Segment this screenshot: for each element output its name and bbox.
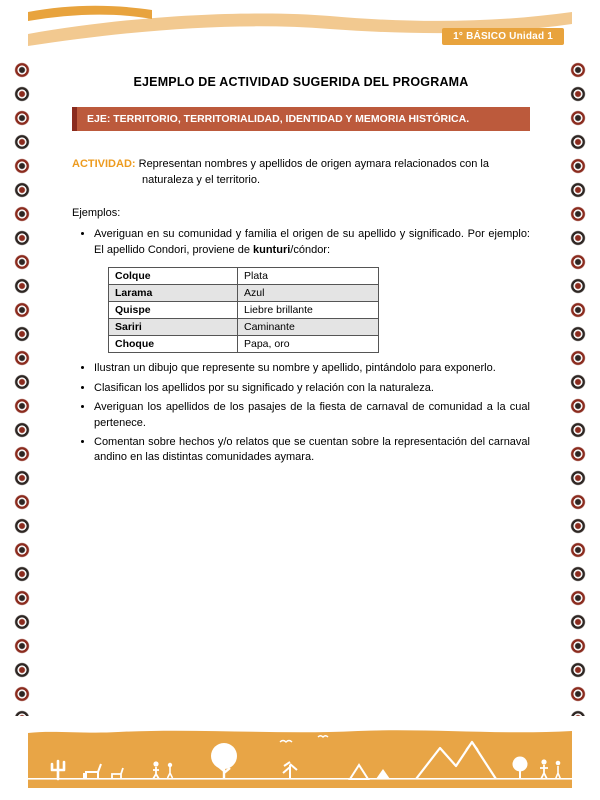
activity-text: Representan nombres y apellidos de origen aymara relacionados con la naturaleza y el territorio.	[138, 158, 489, 186]
footer-illustration	[28, 726, 572, 788]
activity-paragraph	[72, 157, 530, 188]
apellido-meaning-cell: Liebre brillante	[238, 302, 379, 319]
apellido-name-cell: Sariri	[109, 319, 238, 336]
apellido-name-cell: Choque	[109, 336, 238, 353]
examples-list	[72, 227, 530, 465]
page-title: EJEMPLO DE ACTIVIDAD SUGERIDA DEL PROGRAMA	[133, 75, 469, 89]
table-row	[109, 336, 379, 353]
table-row	[109, 319, 379, 336]
unit-badge: 1° BÁSICO Unidad 1	[442, 28, 564, 45]
andean-pattern-right-icon	[566, 58, 590, 716]
apellido-name-cell: Larama	[109, 285, 238, 302]
bullet-text: Ilustran un dibujo que represente su nombre y apellido, pintándolo para exponerlo.	[94, 362, 496, 375]
bullet-text: Averiguan los apellidos de los pasajes de la fiesta de carnaval de comunidad a la cual pertenece.	[94, 401, 530, 429]
wave-icon	[0, 0, 600, 54]
list-item	[94, 227, 530, 353]
eje-banner: EJE: TERRITORIO, TERRITORIALIDAD, IDENTIDAD Y MEMORIA HISTÓRICA.	[72, 107, 530, 132]
apellido-meaning-cell: Papa, oro	[238, 336, 379, 353]
table-row	[109, 268, 379, 285]
bullet-text: Clasifican los apellidos por su significado y relación con la naturaleza.	[94, 381, 434, 394]
list-item	[94, 435, 530, 466]
apellido-meaning-cell: Azul	[238, 285, 379, 302]
bullet-text: Comentan sobre hechos y/o relatos que se cuentan sobre la representación del carnaval andino en las distintas comunidades aymara.	[94, 436, 530, 464]
andean-pattern-left-icon	[10, 58, 34, 716]
table-row	[109, 285, 379, 302]
list-item	[94, 361, 530, 376]
apellido-meaning-cell: Plata	[238, 268, 379, 285]
table-row	[109, 302, 379, 319]
andean-landscape-icon	[28, 726, 572, 788]
apellido-name-cell: Colque	[109, 268, 238, 285]
list-item	[94, 381, 530, 396]
activity-label: ACTIVIDAD:	[72, 158, 136, 171]
bullet1-text-bold: kunturi	[253, 243, 291, 256]
top-wave-decoration	[0, 0, 600, 54]
apellido-name-cell: Quispe	[109, 302, 238, 319]
apellidos-table	[108, 267, 379, 353]
bullet1-text-post: /cóndor:	[290, 243, 331, 256]
list-item	[94, 400, 530, 431]
bullet1-text-pre: Averiguan en su comunidad y familia el origen de su apellido y significado. Por ejemplo: El apellido Condori, proviene de	[94, 228, 530, 256]
document-content	[72, 74, 530, 470]
apellido-meaning-cell: Caminante	[238, 319, 379, 336]
examples-heading: Ejemplos:	[72, 206, 121, 219]
